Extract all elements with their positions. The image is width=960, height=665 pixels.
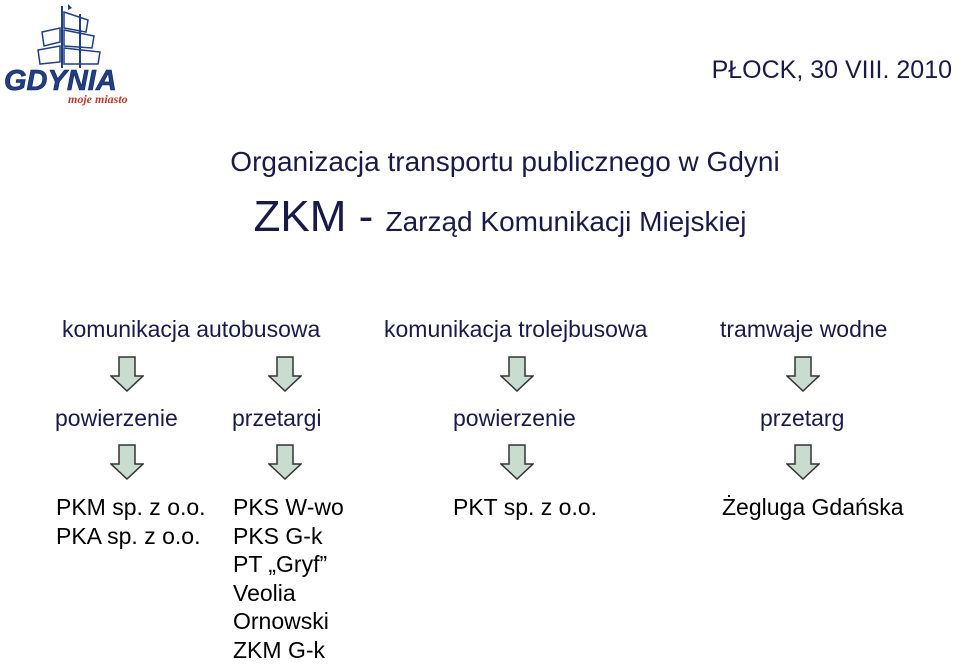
operator-name: PT „Gryf” xyxy=(233,551,328,578)
down-arrow-icon xyxy=(110,444,144,480)
ship-logo-icon xyxy=(2,2,136,106)
operators-trolleybus xyxy=(453,493,597,522)
down-arrow-icon xyxy=(110,356,144,392)
zkm-abbrev: ZKM - xyxy=(253,192,386,241)
operator-name: PKT sp. z o.o. xyxy=(453,494,598,520)
zkm-title xyxy=(0,192,960,242)
down-arrow-icon xyxy=(268,356,302,392)
operator-name: Veolia xyxy=(233,579,296,606)
logo-tagline: moje miasto xyxy=(68,92,128,106)
gdynia-logo xyxy=(2,2,136,106)
down-arrow-icon xyxy=(786,444,820,480)
method-bus-assignment: powierzenie xyxy=(55,405,178,431)
operator-name: PKM sp. z o.o. xyxy=(56,494,206,520)
operator-name: ZKM G-k xyxy=(233,636,325,663)
zkm-full-name: Zarząd Komunikacji Miejskiej xyxy=(385,206,747,237)
operator-name: Żegluga Gdańska xyxy=(722,494,904,520)
down-arrow-icon xyxy=(268,444,302,480)
method-water-tender: przetarg xyxy=(760,405,845,431)
mode-bus: komunikacja autobusowa xyxy=(62,316,321,342)
method-bus-tenders: przetargi xyxy=(232,405,322,431)
down-arrow-icon xyxy=(500,444,534,480)
main-title: Organizacja transportu publicznego w Gdyni xyxy=(230,146,780,177)
mode-trolleybus: komunikacja trolejbusowa xyxy=(384,316,648,342)
operator-name: PKA sp. z o.o. xyxy=(56,522,201,549)
down-arrow-icon xyxy=(500,356,534,392)
operators-bus-assignment xyxy=(56,493,206,550)
operators-bus-tenders xyxy=(233,493,344,665)
method-trolleybus-assignment: powierzenie xyxy=(453,405,576,431)
mode-water-tram: tramwaje wodne xyxy=(720,316,888,342)
logo-text: GDYNIA xyxy=(4,65,117,97)
presentation-date: PŁOCK, 30 VIII. 2010 xyxy=(711,56,952,84)
down-arrow-icon xyxy=(786,356,820,392)
operators-water-tram xyxy=(722,493,904,522)
operator-name: PKS G-k xyxy=(233,522,323,549)
operator-name: PKS W-wo xyxy=(233,494,344,520)
operator-name: Ornowski xyxy=(233,608,329,635)
